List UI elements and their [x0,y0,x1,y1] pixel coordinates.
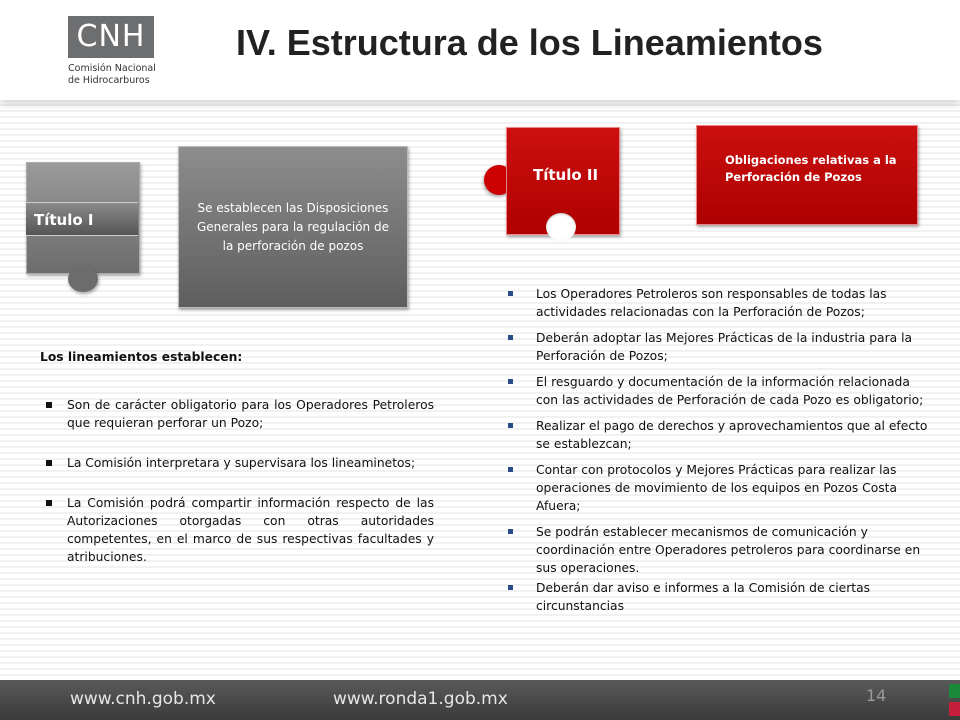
bullet-icon [46,500,52,506]
bullet-icon [508,423,513,428]
list-item [508,523,928,577]
logo-subtitle-line1: Comisión Nacional [68,63,156,74]
bullet-icon [508,529,513,534]
list-item [508,461,928,515]
slide-header [0,0,960,100]
list-item [508,329,928,365]
list-item [508,373,928,409]
list-item-text: Deberán dar aviso e informes a la Comisión de ciertas circunstancias [536,581,871,613]
mexico-flag-icon [949,680,960,720]
list-item [508,579,928,615]
right-bullet-list [508,285,928,615]
bullet-icon [508,379,513,384]
puzzle-knob [68,266,98,292]
list-item [508,285,928,321]
list-item [40,454,434,472]
list-item-text: La Comisión interpretara y supervisara los lineaminetos; [67,456,416,470]
list-item [40,494,434,566]
puzzle-notch [546,213,576,241]
list-item-text: Los Operadores Petroleros son responsables de todas las actividades relacionadas con la Perforación de Pozos; [536,287,887,319]
bullet-icon [508,291,513,296]
bullet-icon [46,402,52,408]
bullet-icon [46,460,52,466]
titulo-2-description-box [696,125,918,225]
bullet-icon [508,467,513,472]
right-text-block [508,285,928,623]
slide-footer [0,680,960,720]
titulo-1-label: Título I [26,202,138,236]
ronda1-website-link[interactable]: www.ronda1.gob.mx [333,689,508,709]
list-item-text: Contar con protocolos y Mejores Prácticas para realizar las operaciones de movimiento de los equipos en Pozos Costa Afuera; [536,463,898,513]
list-item-text: El resguardo y documentación de la información relacionada con las actividades de Perforación de cada Pozo es obligatorio; [536,375,924,407]
list-item-text: Son de carácter obligatorio para los Operadores Petroleros que requieran perforar un Pozo; [67,398,434,430]
titulo-1-description: Se establecen las Disposiciones Generales para la regulación de la perforación de pozos [197,200,389,253]
titulo-1-description-box [178,146,408,308]
page-number: 14 [866,686,887,705]
list-item [508,417,928,453]
titulo-2-label: Título II [533,166,599,184]
bullet-icon [508,585,513,590]
left-bullet-list [40,396,434,566]
logo-subtitle-line2: de Hidrocarburos [68,75,150,86]
cnh-logo: CNH [68,16,154,58]
list-item [40,396,434,432]
page-title: IV. Estructura de los Lineamientos [236,22,823,63]
left-text-block [40,348,434,588]
lineamientos-intro: Los lineamientos establecen: [40,350,243,364]
logo-subtitle [68,63,198,87]
list-item-text: La Comisión podrá compartir información respecto de las Autorizaciones otorgadas con otras autoridades competentes, en el marco de sus respectivas facultades y atribuciones. [67,496,434,564]
list-item-text: Se podrán establecer mecanismos de comunicación y coordinación entre Operadores petroleros para coordinarse en sus operaciones. [536,525,921,575]
list-item-text: Realizar el pago de derechos y aprovechamientos que al efecto se establezcan; [536,419,928,451]
titulo-2-description: Obligaciones relativas a la Perforación de Pozos [725,153,897,184]
bullet-icon [508,335,513,340]
list-item-text: Deberán adoptar las Mejores Prácticas de la industria para la Perforación de Pozos; [536,331,913,363]
cnh-website-link[interactable]: www.cnh.gob.mx [70,689,216,709]
flag-stripe-red [949,702,960,716]
flag-stripe-green [949,684,960,698]
